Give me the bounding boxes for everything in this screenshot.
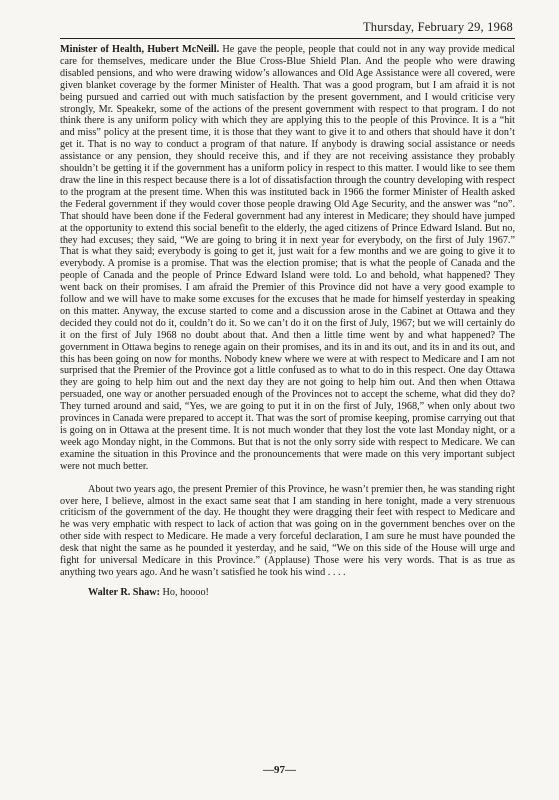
paragraph-1-text: He gave the people, people that could not in any way provide medical care for themselves, medicare under the Blue Cross-Blue Shield Plan. And the people who were drawing disabled pensions, and who were drawing widow’s allowances and Old Age Assistance were all covered, were given blanket coverage by the former Minister of Health. That was a good program, but I am afraid it is not being pursued and carried out with much satisfaction by the present government, and I would criticise very strongly, Mr. Speakekr, some of the actions of the present government with respect to that program. I do not think there is any uniform policy with which they are applying this to the people of this Province. It is a “hit and miss” policy at the present time, it is those that they want to give it to and others that should have it don’t get it. That is no way to conduct a program of that nature. If anybody is drawing social assistance or needs assistance or any pension, they should receive this, and if they are not receiving assistance they probably shouldn’t be getting it if the government has a uniform policy in respect to this matter. I would like to see them draw the line in this respect because there is a lot of dissatisfaction through the country developing with respect to the program at the present time. When this was instituted back in 1966 the former Minister of Health asked the Federal government if they would cover those people drawing Old Age Security, and the answer was “no”. That should have been done if the Federal government had any interest in Medicare; they should have jumped at the opportunity to extend this social benefit to the elderly, the aged citizens of Prince Edward Island. But no, they had excuses; they said, “We are going to bring it in next year for everybody, on the first of July 1967.” That is what they said; everybody is going to get it, just wait for a few months and we are going to give it to everybody. A promise is a promise. That was the election promise; that is what the people of Canada and the people of Canada and the people of Prince Edward Island were told. Lo and behold, what happened? They went back on their promises. I am afraid the Premier of this Province did not have a very good example to follow and we will have to make some excuses for the excuses that he made for himself yesterday in speaking on this matter. Anyway, the excuse started to come and a discussion arose in the Cabinet at Ottawa and they decided they could not do it, couldn’t do it. So we can’t do it on the first of July, 1967; but we will certainly do it on the first of July 1968 no doubt about that. And then a little time went by and what happened? The government in Ottawa begins to renege again on their promises, and its in and its out, and its in and its out, and this has been going on now for months. Nobody knew where we were at with respect to Medicare and I am not surprised that the Premier of the Province got a little confused as to what to do in this respect. One day Ottawa they are going to help him out and the next day they are not going to help him out. And then when Ottawa persuaded, one way or another persuaded enough of the Provinces not to accept the scheme, what did they do? They turned around and said, “Yes, we are going to put it in on the first of July, 1968,” when only about two provinces in Canada were prepared to accept it. That was the sort of promise keeping, promise carrying out that is going on in Ottawa at the present time. It is not much wonder that they lost the vote last Monday night, or a week ago Monday night, in the Commons. But that is not the only sorry side with respect to Medicare. We can examine the situation in this Province and the pronouncements that were made on this very important subject were not much better.	[60, 44, 516, 472]
page-number: —97—	[263, 764, 296, 776]
page-body	[60, 44, 515, 599]
speaker-name: Minister of Health, Hubert McNeill.	[60, 44, 220, 55]
interjection	[60, 587, 515, 599]
header-date: Thursday, February 29, 1968	[362, 20, 513, 34]
interjection-text: Ho, hoooo!	[162, 586, 209, 598]
paragraph-2: About two years ago, the present Premier of this Province, he wasn’t premier then, he was standing right over here, I believe, almost in the exact same seat that I am standing in here tonight, made a very strenuous criticism of the government of the day. He thought they were dragging their feet with respect to Medicare and he was very emphatic with respect to lack of action that was going on in the government benches over on the other side with respect to Medicare. He made a very forceful declaration, I am sure he must have pounded the desk that night the same as he pounded it yesterday, and he said, “We on this side of the House will urge and fight for universal Medicare in this Province.” (Applause) Those were his very words. That is as true as anything two years ago. And he wasn’t satisfied he took his wind . . . .	[60, 483, 515, 578]
interjection-speaker: Walter R. Shaw:	[88, 586, 160, 598]
header-rule	[60, 38, 515, 39]
paragraph-1	[60, 44, 515, 473]
